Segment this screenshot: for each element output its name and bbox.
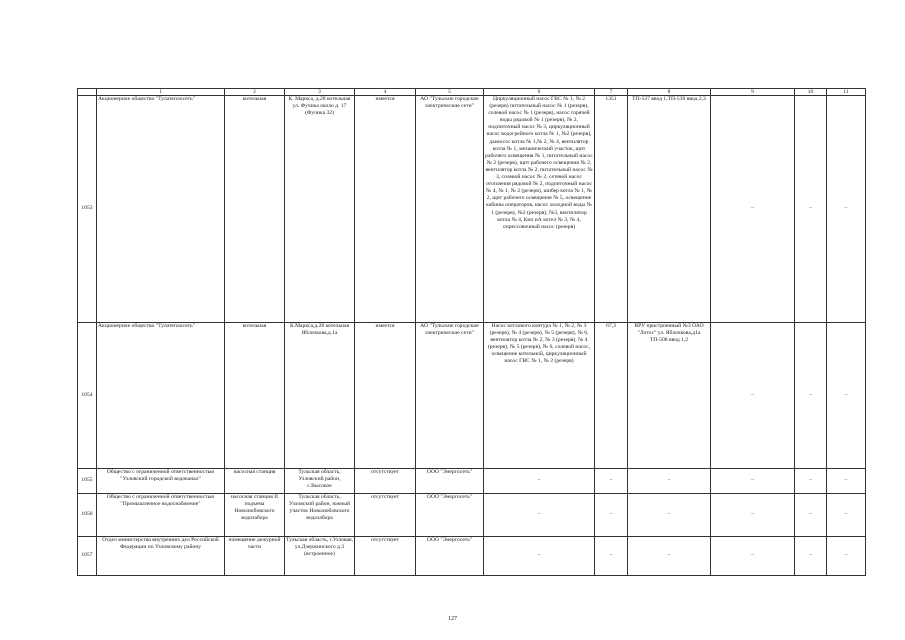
power-value: – bbox=[595, 537, 628, 576]
organization-name: Общество с ограниченной ответственностью "Промышленное водоснабжение" bbox=[97, 494, 225, 537]
column-11-value: – bbox=[827, 469, 866, 494]
connection-point: – bbox=[628, 537, 711, 576]
row-number: 1054 bbox=[78, 323, 97, 469]
column-10-value: – bbox=[795, 469, 827, 494]
table-row bbox=[78, 96, 866, 323]
equipment-list: Циркуляционный насос ГВС № 1, № 2 (резерв) питательный насос № 1 (резерв), солевой насос № 1 (резерв), насос горячей воды рядовой № 1 (резерв), № 2, подпиточный насос № 3, циркуляционный насос водогрейного котла № 1, №2 (резерв), дымосос котла № 1,№ 2, № 4, вентилятор котла № 1, механический участок, щит рабочего освещения № 1, питательный насос № 2 (резерв), щит рабочего освещения № 2, вентилятор котла № 2, питательный насос № 3, солевой насос № 2, сетевой насос отопления рядовой № 2, подпиточный насос № 4, № 1, № 2 (резерв), шибер котла № 1, № 2, щит рабочего освещения № 5, освещение кабины операторов, насос холодной воды № 1 (резерв), №2 (резерв), №3, вентилятор котла № 4, Кип иА котел № 3, № 4, опрессовочный насос (резерв) bbox=[484, 96, 595, 323]
table-row bbox=[78, 537, 866, 576]
table-row bbox=[78, 323, 866, 469]
power-value: 67,3 bbox=[595, 323, 628, 469]
power-supplier: ООО "Энергосеть" bbox=[416, 469, 484, 494]
column-9-value: – bbox=[711, 96, 795, 323]
column-number: 8 bbox=[628, 89, 711, 96]
registry-table bbox=[77, 88, 866, 576]
column-10-value: – bbox=[795, 494, 827, 537]
backup-status: имеется bbox=[355, 96, 416, 323]
column-number: 4 bbox=[355, 89, 416, 96]
organization-name: Отдел министерства внутренних дел Российской Федерации по Узловскому району bbox=[97, 537, 225, 576]
equipment-list: Насос котлового контура № 1, № 2, № 3 (резерв), № 4 (резерв), № 5 (резерв), № 6, вентилятор котла № 2, № 3 (резерв), № 4 (резерв), № 5 (резерв), № 6, солевой насос, освещение котельной, циркуляционный насос ГВС № 1, № 2 (резерв) bbox=[484, 323, 595, 469]
equipment-list: – bbox=[484, 494, 595, 537]
power-value: – bbox=[595, 469, 628, 494]
row-number: 1057 bbox=[78, 537, 97, 576]
facility-type: котельная bbox=[225, 323, 285, 469]
facility-type: насосная станция II подъема Новолюбовского водозабора bbox=[225, 494, 285, 537]
column-10-value: – bbox=[795, 537, 827, 576]
column-number: 1 bbox=[97, 89, 225, 96]
column-9-value: – bbox=[711, 537, 795, 576]
corner-cell bbox=[78, 89, 97, 96]
row-number: 1053 bbox=[78, 96, 97, 323]
organization-name: Акционерное общество "Тулатеплосеть" bbox=[97, 96, 225, 323]
page-number: 127 bbox=[448, 616, 457, 622]
facility-type: помещение дежурной части bbox=[225, 537, 285, 576]
backup-status: отсутствует bbox=[355, 494, 416, 537]
column-11-value: – bbox=[827, 96, 866, 323]
column-number: 5 bbox=[416, 89, 484, 96]
row-number: 1056 bbox=[78, 494, 97, 537]
equipment-list: – bbox=[484, 469, 595, 494]
organization-name: Акционерное общество "Тулатеплосеть" bbox=[97, 323, 225, 469]
connection-point: ТП-537 ввод 1,ТП-539 ввод 2,3 bbox=[628, 96, 711, 323]
column-9-value: – bbox=[711, 323, 795, 469]
column-number: 3 bbox=[285, 89, 355, 96]
column-number: 6 bbox=[484, 89, 595, 96]
power-supplier: АО "Тульские городские электрические сети" bbox=[416, 323, 484, 469]
column-11-value: – bbox=[827, 537, 866, 576]
power-value: – bbox=[595, 494, 628, 537]
power-supplier: АО "Тульские городские электрические сети" bbox=[416, 96, 484, 323]
power-value: 1351 bbox=[595, 96, 628, 323]
facility-address: Тульская область, г.Узловая, ул.Дзержинского д.3 (встроенное) bbox=[285, 537, 355, 576]
connection-point: ВРУ пристроенный №3 ОАО "Лотос" ул. Яблочкова,д1а ТП-508 ввод 1,2 bbox=[628, 323, 711, 469]
column-10-value: – bbox=[795, 323, 827, 469]
backup-status: отсутствует bbox=[355, 469, 416, 494]
connection-point: – bbox=[628, 469, 711, 494]
column-number: 2 bbox=[225, 89, 285, 96]
equipment-list: – bbox=[484, 537, 595, 576]
facility-type: насосная станция bbox=[225, 469, 285, 494]
column-10-value: – bbox=[795, 96, 827, 323]
backup-status: отсутствует bbox=[355, 537, 416, 576]
table-row bbox=[78, 469, 866, 494]
table-row bbox=[78, 494, 866, 537]
facility-address: К.Маркса,д.28 котельная Яблочкова,д.1а bbox=[285, 323, 355, 469]
facility-address: Тульская область, Узловский район, с.Высокое bbox=[285, 469, 355, 494]
backup-status: имеется bbox=[355, 323, 416, 469]
power-supplier: ООО "Энергосеть" bbox=[416, 494, 484, 537]
column-11-value: – bbox=[827, 323, 866, 469]
facility-address: К. Маркса, д.28 котельная ул. Фучика около д. 17 (Фучика 32) bbox=[285, 96, 355, 323]
column-number: 7 bbox=[595, 89, 628, 96]
column-number: 10 bbox=[795, 89, 827, 96]
column-9-value: – bbox=[711, 469, 795, 494]
column-9-value: – bbox=[711, 494, 795, 537]
column-11-value: – bbox=[827, 494, 866, 537]
row-number: 1055 bbox=[78, 469, 97, 494]
facility-address: Тульская область, Узловский район, южный участок Новолюбовского водозабора bbox=[285, 494, 355, 537]
organization-name: Общество с ограниченной ответственностью "Узловский городской водоканал" bbox=[97, 469, 225, 494]
column-number: 9 bbox=[711, 89, 795, 96]
connection-point: – bbox=[628, 494, 711, 537]
power-supplier: ООО "Энергосеть" bbox=[416, 537, 484, 576]
facility-type: котельная bbox=[225, 96, 285, 323]
column-number-row bbox=[78, 89, 866, 96]
column-number: 11 bbox=[827, 89, 866, 96]
